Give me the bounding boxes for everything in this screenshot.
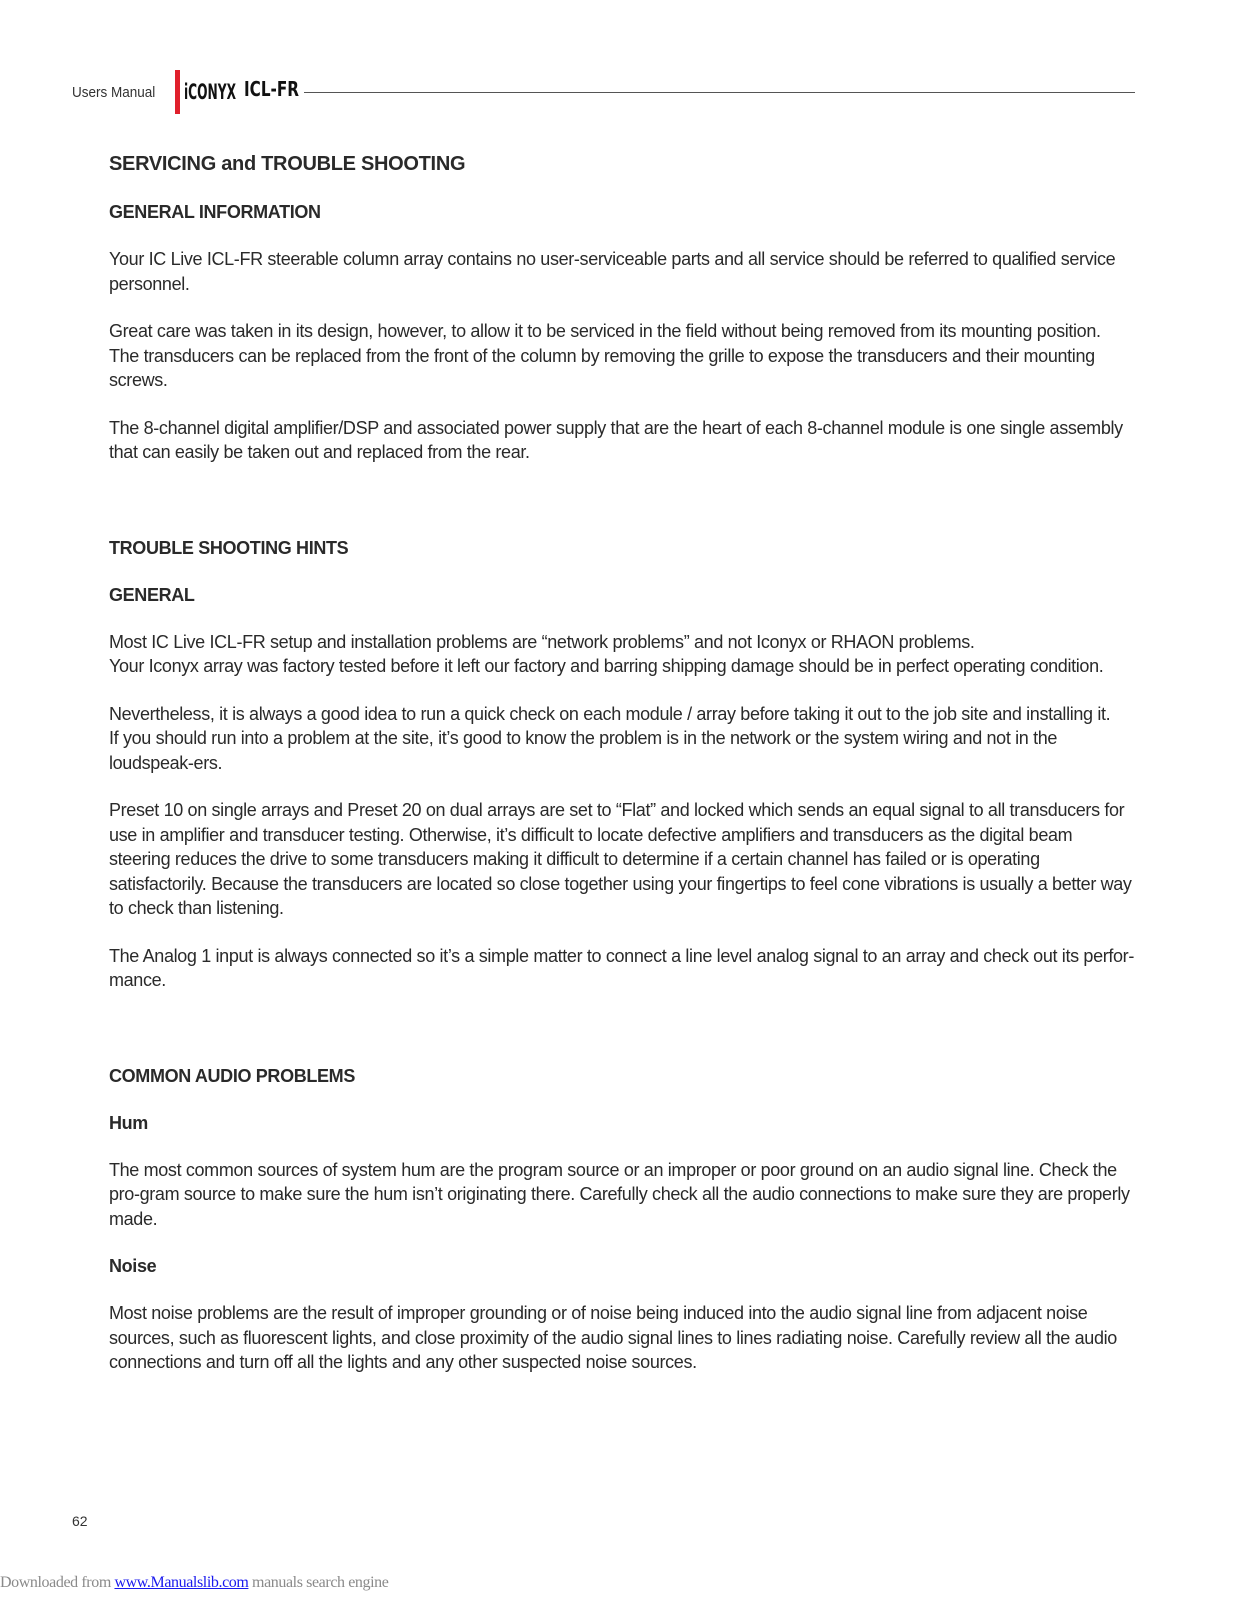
hints-paragraph-1b: Your Iconyx array was factory tested before it left our factory and barring shipping damage should be in perfect operating condition. bbox=[109, 656, 1104, 676]
page-number: 62 bbox=[72, 1513, 88, 1529]
header-rule bbox=[304, 92, 1135, 93]
hints-paragraph-2a: Nevertheless, it is always a good idea to run a quick check on each module / array before taking it out to the job site and installing it. bbox=[109, 703, 1111, 724]
general-information-heading: GENERAL INFORMATION bbox=[109, 202, 321, 222]
hum-heading: Hum bbox=[109, 1112, 148, 1133]
logo-brand-text: iCONYX bbox=[184, 80, 236, 104]
document-body bbox=[109, 152, 1134, 1398]
hints-paragraph-4: The Analog 1 input is always connected so it’s a simple matter to connect a line level analog signal to an array and check out its perfor-mance. bbox=[109, 945, 1134, 990]
hints-paragraph-3: Preset 10 on single arrays and Preset 20 on dual arrays are set to “Flat” and locked which sends an equal signal to all transducers for use in amplifier and transducer testing. Otherwise, it’s difficult to locate defective amplifiers and transducers as the digital beam steering reduces the drive to some transducers making it difficult to determine if a certain channel has failed or is operating satisfactorily. Because the transducers are located so close together using your fingertips to feel cone vibrations is usually a better way to check than listening. bbox=[109, 800, 1132, 918]
manualslib-link[interactable]: www.Manualslib.com bbox=[114, 1574, 249, 1591]
page-header bbox=[72, 70, 1135, 116]
download-footer bbox=[0, 1574, 388, 1592]
general-information-paragraph-2: Great care was taken in its design, however, to allow it to be serviced in the field without being removed from its mounting position. The transducers can be replaced from the front of the column by removing the grille to expose the transducers and their mounting screws. bbox=[109, 321, 1101, 390]
common-audio-problems-heading: COMMON AUDIO PROBLEMS bbox=[109, 1065, 355, 1086]
footer-suffix: manuals search engine bbox=[248, 1574, 389, 1591]
general-information-paragraph-1: Your IC Live ICL-FR steerable column array contains no user-serviceable parts and all service should be referred to qualified service personnel. bbox=[109, 249, 1116, 294]
hints-paragraph-2b: If you should run into a problem at the site, it’s good to know the problem is in the network or the system wiring and not in the loudspeak-ers. bbox=[109, 728, 1058, 773]
general-information-paragraph-3: The 8-channel digital amplifier/DSP and associated power supply that are the heart of each 8-channel module is one single assembly that can easily be taken out and replaced from the rear. bbox=[109, 417, 1123, 462]
hints-paragraph-1a: Most IC Live ICL-FR setup and installation problems are “network problems” and not Iconyx or RHAON problems. bbox=[109, 631, 975, 652]
noise-heading: Noise bbox=[109, 1256, 157, 1276]
page-title: SERVICING and TROUBLE SHOOTING bbox=[109, 153, 466, 175]
iconyx-logo bbox=[175, 70, 305, 114]
hum-paragraph: The most common sources of system hum are the program source or an improper or poor ground on an audio signal line. Check the pro-gram source to make sure the hum isn’t originating there. Carefully check all the audio connections to make sure they are properly made. bbox=[109, 1159, 1130, 1229]
trouble-shooting-hints-heading: TROUBLE SHOOTING HINTS bbox=[109, 537, 349, 558]
logo-model-text: ICL-FR bbox=[244, 77, 299, 101]
footer-prefix: Downloaded from bbox=[0, 1574, 115, 1591]
general-subheading: GENERAL bbox=[109, 584, 195, 605]
header-label: Users Manual bbox=[72, 84, 156, 101]
noise-paragraph: Most noise problems are the result of improper grounding or of noise being induced into the audio signal line from adjacent noise sources, such as fluorescent lights, and close proximity of the audio signal lines to lines radiating noise. Carefully review all the audio connections and turn off all the lights and any other suspected noise sources. bbox=[109, 1303, 1117, 1372]
